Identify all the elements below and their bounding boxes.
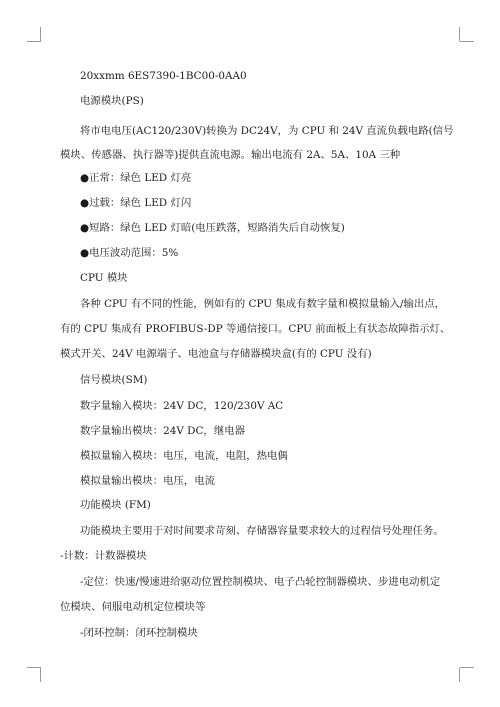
crop-mark-top-right-horizontal bbox=[460, 41, 474, 42]
crop-mark-bottom-left-horizontal bbox=[27, 667, 41, 668]
list-item: -定位：快速/慢速进给驱动位置控制模块、电子凸轮控制器模块、步进电动机定 bbox=[80, 576, 441, 588]
list-item: 模拟量输出模块：电压，电流 bbox=[80, 475, 216, 487]
bullet-item: ●短路：绿色 LED 灯暗(电压跌落，短路消失后自动恢复) bbox=[80, 222, 345, 234]
part-number-line: 20xxmm 6ES7390-1BC00-0AA0 bbox=[80, 70, 247, 82]
paragraph-line: 有的 CPU 集成有 PROFIBUS-DP 等通信接口。CPU 前面板上有状态故障指示灯、 bbox=[60, 323, 451, 335]
crop-mark-top-right-vertical bbox=[459, 27, 460, 41]
paragraph-line: 功能模块主要用于对时间要求苛刻、存储器容量要求较大的过程信号处理任务。 bbox=[80, 525, 444, 537]
list-item: -闭环控制：闭环控制模块 bbox=[80, 627, 198, 639]
section-heading-function-module: 功能模块 (FM) bbox=[80, 499, 151, 511]
paragraph-line: 位模块、伺服电动机定位模块等 bbox=[60, 601, 206, 613]
paragraph-line: 模块、传感器、执行器等)提供直流电源。输出电流有 2A、5A、10A 三种 bbox=[60, 149, 401, 161]
crop-mark-bottom-right-horizontal bbox=[460, 667, 474, 668]
crop-mark-top-left-horizontal bbox=[27, 41, 41, 42]
section-heading-power-module: 电源模块(PS) bbox=[80, 95, 144, 107]
list-item: 模拟量输入模块：电压，电流，电阻，热电偶 bbox=[80, 450, 288, 462]
section-heading-cpu-module: CPU 模块 bbox=[80, 272, 128, 284]
section-heading-signal-module: 信号模块(SM) bbox=[80, 374, 148, 386]
paragraph-line: 模式开关、24V 电源端子、电池盒与存储器模块盒(有的 CPU 没有) bbox=[60, 348, 372, 360]
list-item: 数字量输出模块：24V DC，继电器 bbox=[80, 425, 245, 437]
crop-mark-top-left-vertical bbox=[40, 27, 41, 41]
crop-mark-bottom-right-vertical bbox=[459, 668, 460, 682]
crop-mark-bottom-left-vertical bbox=[40, 668, 41, 682]
bullet-item: ●过载：绿色 LED 灯闪 bbox=[80, 197, 192, 209]
paragraph-line: 将市电电压(AC120/230V)转换为 DC24V，为 CPU 和 24V 直流负载电路(信号 bbox=[80, 125, 454, 137]
list-item: -计数：计数器模块 bbox=[60, 550, 147, 562]
bullet-item: ●电压波动范围：5% bbox=[80, 247, 179, 259]
list-item: 数字量输入模块：24V DC，120/230V AC bbox=[80, 400, 284, 412]
bullet-item: ●正常：绿色 LED 灯亮 bbox=[80, 172, 192, 184]
paragraph-line: 各种 CPU 有不同的性能，例如有的 CPU 集成有数字量和模拟量输入/输出点， bbox=[80, 298, 446, 310]
